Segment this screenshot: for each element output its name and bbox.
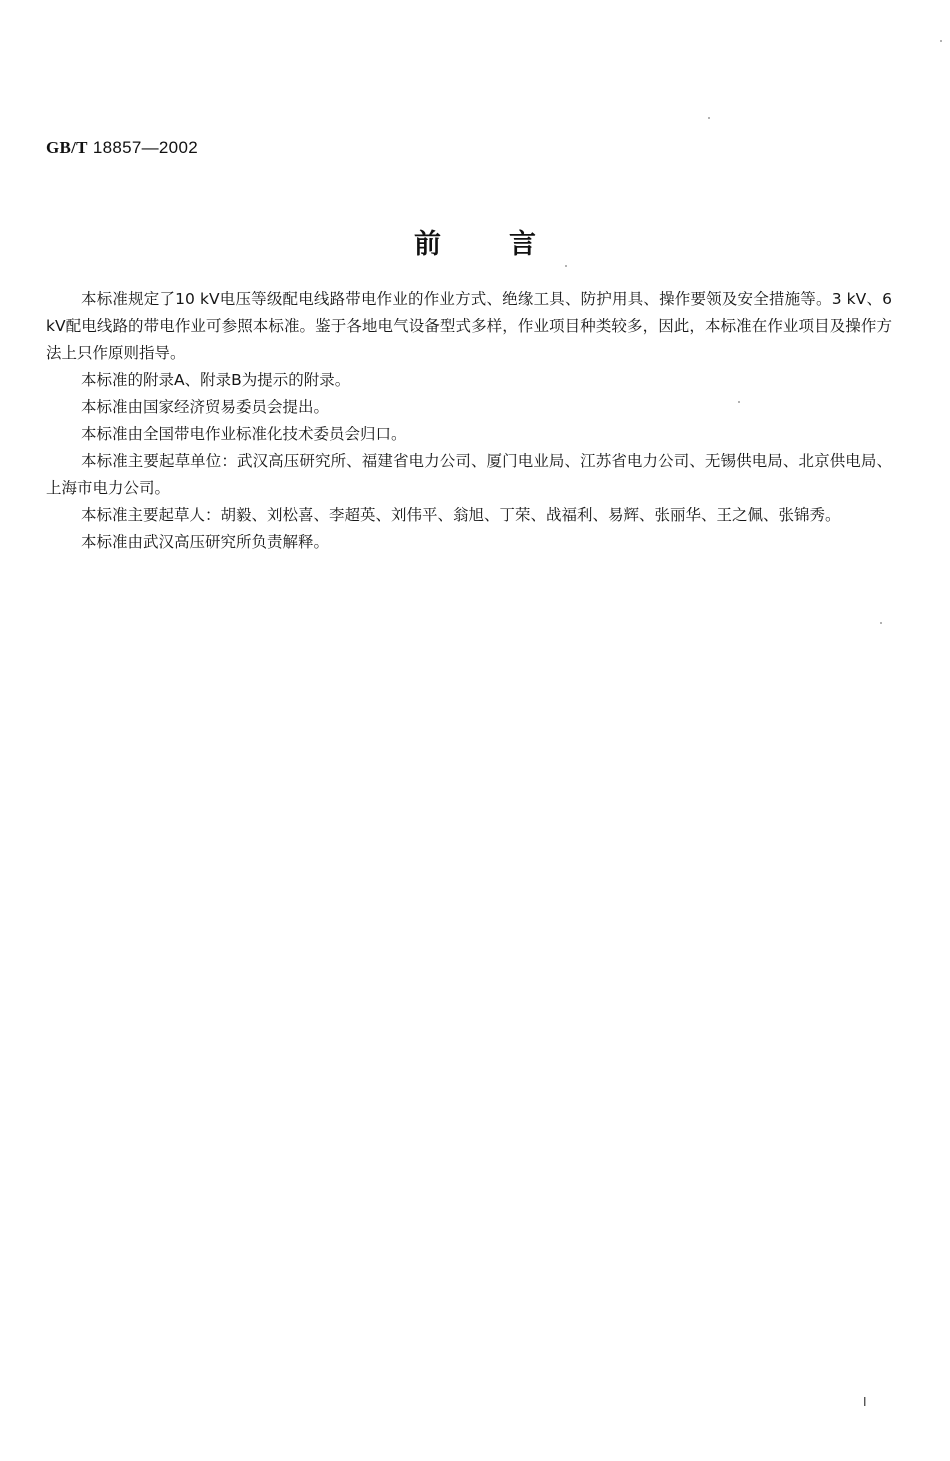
paragraph-drafting-units: 本标准主要起草单位：武汉高压研究所、福建省电力公司、厦门电业局、江苏省电力公司、无锡供电局、北京供电局、上海市电力公司。	[46, 452, 892, 497]
foreword-body	[46, 286, 892, 556]
paragraph-drafters: 本标准主要起草人：胡毅、刘松喜、李超英、刘伟平、翁旭、丁荣、战福利、易辉、张丽华、王之佩、张锦秀。	[81, 506, 841, 524]
page-title: 前言	[414, 229, 604, 260]
paragraph-interpretation: 本标准由武汉高压研究所负责解释。	[81, 533, 330, 551]
scan-speck	[880, 622, 882, 624]
page-number: Ⅰ	[863, 1395, 867, 1409]
paragraph-proposer: 本标准由国家经济贸易委员会提出。	[81, 398, 330, 416]
scan-speck	[738, 401, 740, 403]
scan-speck	[708, 117, 710, 119]
scan-speck	[940, 40, 942, 42]
standard-number	[46, 138, 198, 158]
standard-code: 18857—2002	[92, 138, 198, 157]
paragraph-committee: 本标准由全国带电作业标准化技术委员会归口。	[81, 425, 407, 443]
paragraph-appendix: 本标准的附录A、附录B为提示的附录。	[81, 371, 351, 389]
standard-prefix: GB/T	[46, 138, 88, 157]
scan-speck	[565, 265, 567, 267]
paragraph-scope: 本标准规定了10 kV电压等级配电线路带电作业的作业方式、绝缘工具、防护用具、操作要领及安全措施等。3 kV、6 kV配电线路的带电作业可参照本标准。鉴于各地电气设备型式多样，作业项目种类较多，因此，本标准在作业项目及操作方法上只作原则指导。	[46, 290, 892, 362]
